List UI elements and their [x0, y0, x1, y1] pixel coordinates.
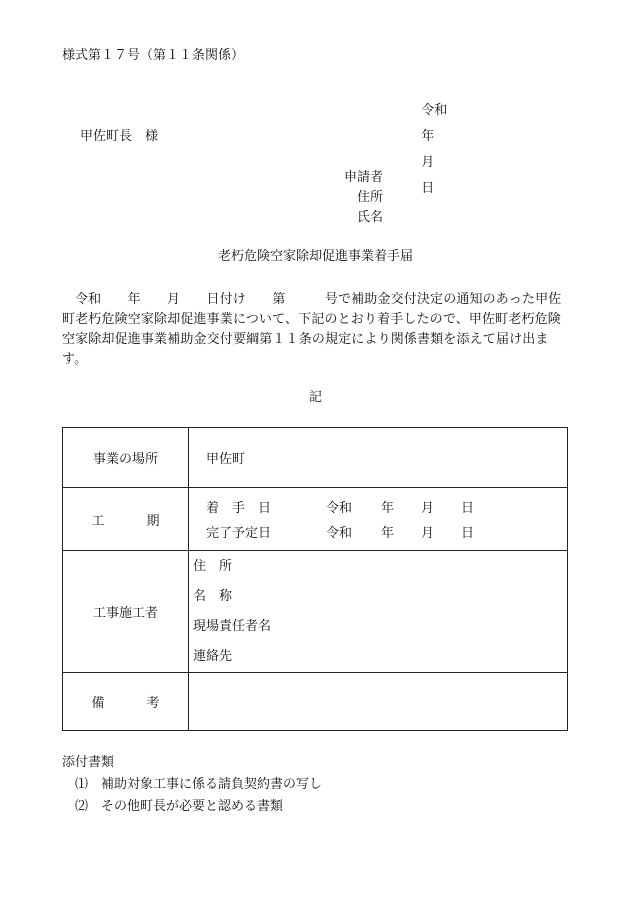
- date-day: 日: [421, 181, 435, 196]
- start-date-day: 日: [461, 501, 475, 516]
- form-number: 様式第１７号（第１１条関係）: [62, 48, 245, 63]
- completion-date-month: 月: [421, 526, 435, 541]
- attachment-item-2: ⑵ その他町長が必要と認める書類: [75, 799, 284, 814]
- date-month: 月: [421, 155, 435, 170]
- remarks-label-char-2: 考: [146, 696, 160, 711]
- location-value: 甲佐町: [189, 428, 568, 488]
- table-row-period: [63, 488, 568, 551]
- period-label-char-2: 期: [146, 513, 160, 529]
- contractor-field-contact: 連絡先: [193, 648, 233, 664]
- period-label: [63, 488, 189, 551]
- applicant-name: 氏名: [357, 210, 384, 225]
- table-row-location: [63, 428, 568, 488]
- contractor-field-site-manager: 現場責任者名: [193, 618, 272, 634]
- period-schedule: [189, 488, 568, 551]
- contractor-fields: [189, 551, 568, 673]
- start-date-label: 着 手 日: [206, 501, 272, 516]
- table-row-remarks: [63, 673, 568, 731]
- attachment-item-1: ⑴ 補助対象工事に係る請負契約書の写し: [75, 777, 323, 792]
- location-label: 事業の場所: [63, 428, 189, 488]
- ki-heading: 記: [309, 390, 323, 405]
- body-paragraph: 令和 年 月 日付け 第 号で補助金交付決定の通知のあった甲佐町老朽危険空家除却促進事業について、下記のとおり着手したので、甲佐町老朽危険空家除却促進事業補助金交付要綱第１１条の規定により関係書類を添えて届け出ます。: [62, 292, 562, 367]
- date-line: [413, 91, 451, 195]
- remarks-label-char-1: 備: [91, 696, 105, 711]
- start-date-year: 年: [381, 501, 395, 516]
- table-row-contractor: [63, 551, 568, 673]
- attachments: [62, 752, 322, 818]
- contractor-label: 工事施工者: [63, 551, 189, 673]
- addressee: 甲佐町長 様: [80, 129, 159, 144]
- start-date-era: 令和: [326, 501, 353, 516]
- date-era: 令和: [421, 103, 448, 118]
- remarks-label: [63, 673, 189, 731]
- completion-date-label: 完了予定日: [206, 526, 272, 541]
- applicant-address: 住所: [357, 190, 384, 205]
- applicant-label: 申請者: [344, 170, 384, 185]
- completion-date-era: 令和: [326, 526, 353, 541]
- completion-date-day: 日: [461, 526, 475, 541]
- period-label-char-1: 工: [91, 513, 105, 529]
- contractor-field-name: 名 称: [193, 588, 233, 604]
- contractor-field-address: 住 所: [193, 558, 233, 574]
- date-year: 年: [421, 129, 435, 144]
- details-table: [62, 427, 568, 731]
- start-date-month: 月: [421, 501, 435, 516]
- completion-date-year: 年: [381, 526, 395, 541]
- remarks-value: [189, 673, 568, 731]
- document-title: 老朽危険空家除却促進事業着手届: [218, 249, 414, 264]
- attachments-heading: 添付書類: [62, 755, 115, 770]
